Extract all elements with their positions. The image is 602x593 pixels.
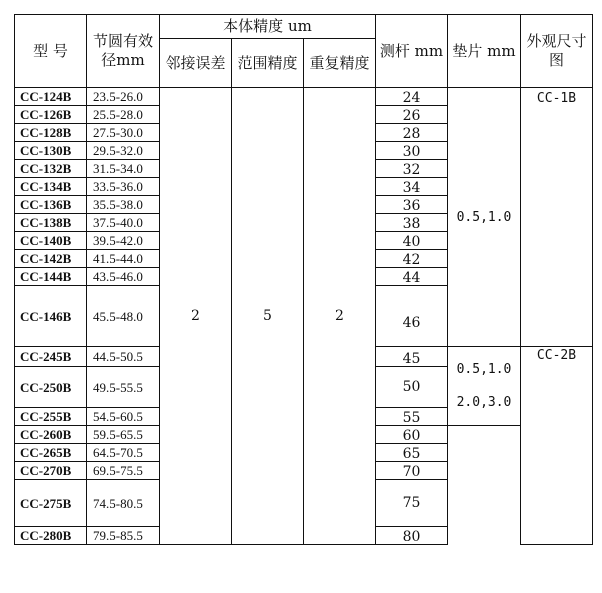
cell-rod: 44 xyxy=(376,268,448,286)
header-body-precision: 本体精度 um xyxy=(160,15,376,39)
cell-pitch: 43.5-46.0 xyxy=(87,268,160,286)
cell-pitch: 59.5-65.5 xyxy=(87,426,160,444)
cell-pitch: 54.5-60.5 xyxy=(87,408,160,426)
header-shim: 垫片 mm xyxy=(448,15,521,88)
header-model: 型 号 xyxy=(15,15,87,88)
cell-model: CC-138B xyxy=(15,214,87,232)
cell-model: CC-255B xyxy=(15,408,87,426)
header-pitch: 节圆有效径mm xyxy=(87,15,160,88)
cell-pitch: 49.5-55.5 xyxy=(87,367,160,408)
cell-pitch: 79.5-85.5 xyxy=(87,527,160,545)
cell-rod: 38 xyxy=(376,214,448,232)
cell-pitch: 23.5-26.0 xyxy=(87,88,160,106)
cell-shim-group-2 xyxy=(448,347,521,426)
cell-model: CC-146B xyxy=(15,286,87,347)
cell-rod: 24 xyxy=(376,88,448,106)
cell-model: CC-142B xyxy=(15,250,87,268)
cell-model: CC-275B xyxy=(15,480,87,527)
cell-model: CC-245B xyxy=(15,347,87,367)
cell-model: CC-126B xyxy=(15,106,87,124)
cell-rod: 60 xyxy=(376,426,448,444)
cell-adjacent-error: 2 xyxy=(160,88,232,545)
cell-repeat-precision: 2 xyxy=(304,88,376,545)
cell-drawing-group-1: CC-1B xyxy=(521,88,593,347)
cell-model: CC-134B xyxy=(15,178,87,196)
cell-rod: 30 xyxy=(376,142,448,160)
cell-rod: 65 xyxy=(376,444,448,462)
cell-rod: 80 xyxy=(376,527,448,545)
cell-rod: 28 xyxy=(376,124,448,142)
cell-rod: 70 xyxy=(376,462,448,480)
header-adjacent-error: 邻接误差 xyxy=(160,39,232,88)
cell-model: CC-130B xyxy=(15,142,87,160)
cell-rod: 75 xyxy=(376,480,448,527)
drawing-label: CC-2B xyxy=(536,348,577,363)
cell-pitch: 44.5-50.5 xyxy=(87,347,160,367)
header-drawing: 外观尺寸图 xyxy=(521,15,593,88)
cell-pitch: 37.5-40.0 xyxy=(87,214,160,232)
cell-model: CC-124B xyxy=(15,88,87,106)
cell-pitch: 33.5-36.0 xyxy=(87,178,160,196)
cell-pitch: 64.5-70.5 xyxy=(87,444,160,462)
cell-model: CC-128B xyxy=(15,124,87,142)
header-range-precision: 范围精度 xyxy=(232,39,304,88)
shim-option: 0.5,1.0 xyxy=(456,362,512,377)
cell-pitch: 69.5-75.5 xyxy=(87,462,160,480)
cell-rod: 32 xyxy=(376,160,448,178)
cell-model: CC-136B xyxy=(15,196,87,214)
cell-pitch: 27.5-30.0 xyxy=(87,124,160,142)
cell-model: CC-144B xyxy=(15,268,87,286)
cell-rod: 40 xyxy=(376,232,448,250)
cell-shim-group-1: 0.5,1.0 xyxy=(448,88,521,347)
cell-rod: 36 xyxy=(376,196,448,214)
header-repeat-precision: 重复精度 xyxy=(304,39,376,88)
cell-rod: 42 xyxy=(376,250,448,268)
cell-rod: 26 xyxy=(376,106,448,124)
cell-pitch: 41.5-44.0 xyxy=(87,250,160,268)
cell-model: CC-260B xyxy=(15,426,87,444)
cell-model: CC-140B xyxy=(15,232,87,250)
spec-table xyxy=(14,14,593,545)
cell-rod: 46 xyxy=(376,286,448,347)
cell-pitch: 39.5-42.0 xyxy=(87,232,160,250)
header-rod: 测杆 mm xyxy=(376,15,448,88)
cell-shim-empty xyxy=(448,426,521,545)
cell-pitch: 29.5-32.0 xyxy=(87,142,160,160)
cell-model: CC-250B xyxy=(15,367,87,408)
shim-option: 2.0,3.0 xyxy=(456,395,512,410)
cell-pitch: 31.5-34.0 xyxy=(87,160,160,178)
cell-model: CC-132B xyxy=(15,160,87,178)
cell-pitch: 45.5-48.0 xyxy=(87,286,160,347)
cell-pitch: 35.5-38.0 xyxy=(87,196,160,214)
cell-model: CC-265B xyxy=(15,444,87,462)
cell-model: CC-280B xyxy=(15,527,87,545)
cell-pitch: 74.5-80.5 xyxy=(87,480,160,527)
cell-rod: 50 xyxy=(376,367,448,408)
cell-pitch: 25.5-28.0 xyxy=(87,106,160,124)
cell-range-precision: 5 xyxy=(232,88,304,545)
cell-rod: 45 xyxy=(376,347,448,367)
cell-model: CC-270B xyxy=(15,462,87,480)
cell-rod: 34 xyxy=(376,178,448,196)
cell-rod: 55 xyxy=(376,408,448,426)
cell-drawing-group-2 xyxy=(521,347,593,545)
